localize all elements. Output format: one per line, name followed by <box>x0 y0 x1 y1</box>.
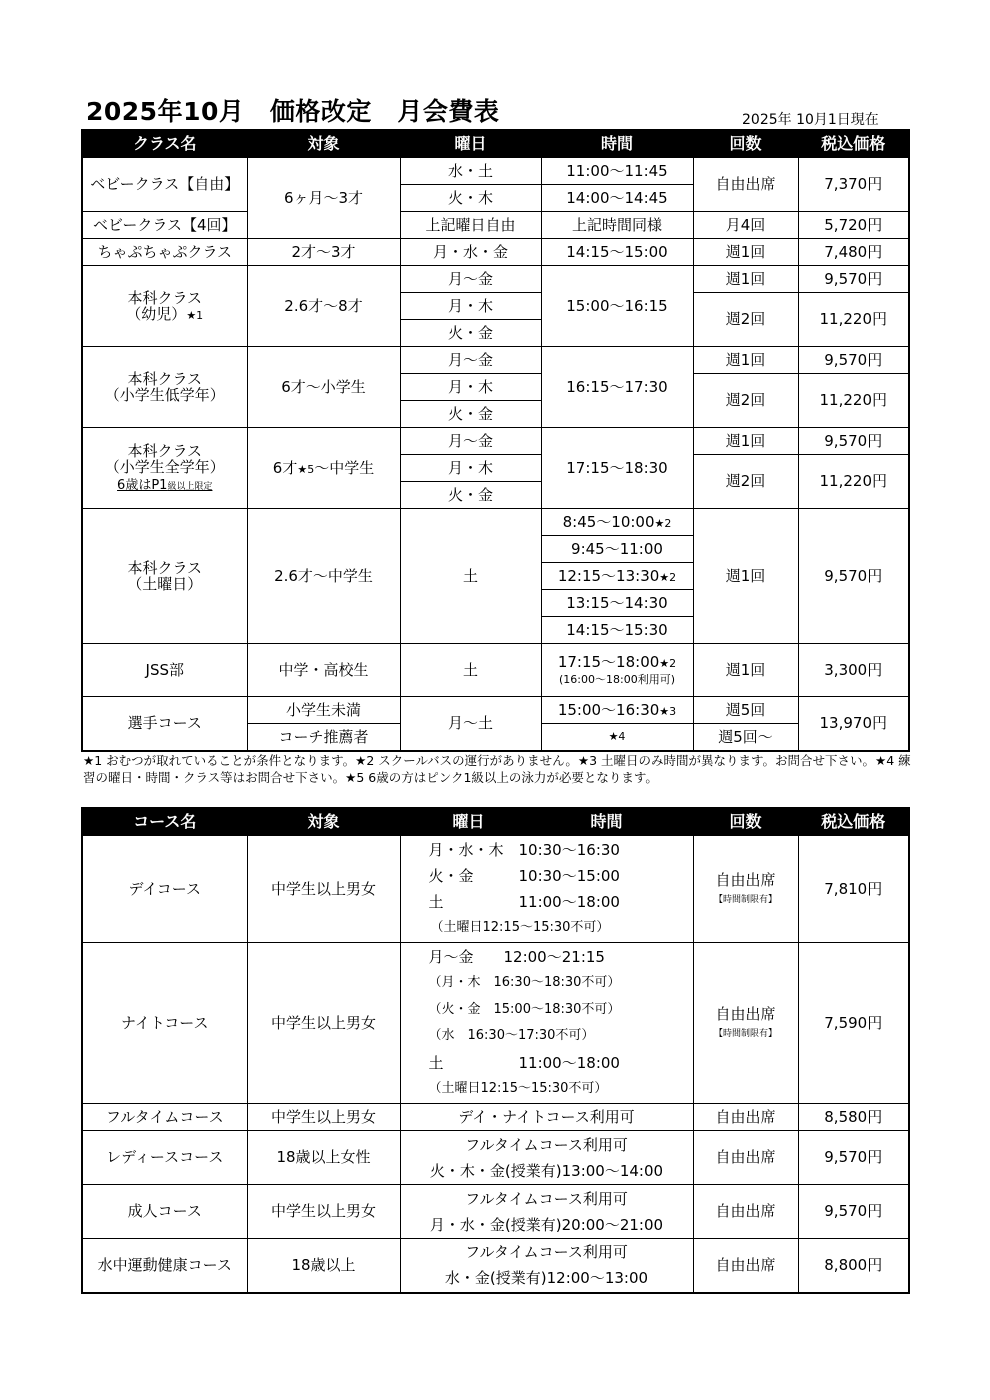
table-row <box>82 644 909 697</box>
table-row <box>82 1131 909 1185</box>
table-row <box>82 212 909 239</box>
price: 7,480円 <box>798 239 909 266</box>
class-name-line: （小学生全学年） <box>104 458 225 477</box>
table-header-row <box>82 808 909 836</box>
target: 2.6才～8才 <box>247 266 400 347</box>
price: 9,570円 <box>798 428 909 455</box>
count: 週1回 <box>693 428 798 455</box>
price: 8,800円 <box>798 1239 909 1293</box>
class-name-line: （小学生低学年） <box>104 386 225 404</box>
day: 月～金 <box>400 428 541 455</box>
target: 6才～小学生 <box>247 347 400 428</box>
count-value: 自由出席 <box>715 871 776 890</box>
count: 週5回 <box>693 697 798 724</box>
day: 土 <box>400 644 541 697</box>
price: 11,220円 <box>798 374 909 428</box>
price: 9,570円 <box>798 1185 909 1239</box>
price: 7,370円 <box>798 158 909 212</box>
target: 中学生以上男女 <box>247 1104 400 1131</box>
time: 16:15～17:30 <box>541 347 693 428</box>
count: 週1回 <box>693 239 798 266</box>
footnote-mark: ★2 <box>654 516 672 530</box>
col-header: 対象 <box>247 130 400 158</box>
schedule-note: （水 16:30～17:30不可） <box>428 1028 595 1043</box>
target: 中学・高校生 <box>247 644 400 697</box>
count: 週1回 <box>693 266 798 293</box>
table-header-row <box>82 130 909 158</box>
class-name-line: （土曜日） <box>127 575 203 593</box>
class-name: ベビークラス【自由】 <box>82 158 247 212</box>
time: 14:15～15:00 <box>541 239 693 266</box>
target: 2.6才～中学生 <box>247 509 400 644</box>
day: 月～金 <box>400 347 541 374</box>
schedule-line: 月・水・木 10:30～16:30 <box>428 841 620 859</box>
course-name: ナイトコース <box>82 943 247 1104</box>
price: 7,810円 <box>798 836 909 943</box>
class-name: 選手コース <box>82 697 247 752</box>
class-name-line: 本科クラス <box>127 288 203 307</box>
table-row <box>82 1239 909 1293</box>
day: 月～土 <box>400 697 541 752</box>
day: 水・土 <box>400 158 541 185</box>
count-value: 自由出席 <box>715 1005 776 1024</box>
day: 月・木 <box>400 374 541 401</box>
count: 週1回 <box>693 347 798 374</box>
course-name: フルタイムコース <box>82 1104 247 1131</box>
schedule-line: 土 11:00～18:00 <box>428 1053 620 1072</box>
schedule-line: フルタイムコース利用可 <box>465 1243 628 1262</box>
time: 13:15～14:30 <box>541 590 693 617</box>
target: コーチ推薦者 <box>247 724 400 752</box>
col-header: 税込価格 <box>798 808 909 836</box>
day: 月・木 <box>400 455 541 482</box>
table-row <box>82 1185 909 1239</box>
class-name: ベビークラス【4回】 <box>82 212 247 239</box>
day: 火・金 <box>400 482 541 509</box>
count: 自由出席 <box>693 158 798 212</box>
time <box>541 563 693 590</box>
schedule <box>400 836 693 943</box>
time-note: (16:00～18:00利用可) <box>559 673 675 686</box>
footnote-mark: ★2 <box>659 570 677 584</box>
class-note <box>117 478 212 493</box>
schedule-note: （月・木 16:30～18:30不可） <box>428 975 621 990</box>
price: 9,570円 <box>798 509 909 644</box>
col-header: 時間 <box>541 130 693 158</box>
day: 月・木 <box>400 293 541 320</box>
count: 自由出席 <box>693 1104 798 1131</box>
target: 中学生以上男女 <box>247 836 400 943</box>
schedule-line: 月～金 12:00～21:15 <box>428 947 605 966</box>
class-note-a: 6歳はP1 <box>117 477 168 493</box>
course-name: レディースコース <box>82 1131 247 1185</box>
count: 週2回 <box>693 374 798 428</box>
as-of-date: 2025年 10月1日現在 <box>742 112 879 128</box>
price: 13,970円 <box>798 697 909 752</box>
time <box>541 644 693 697</box>
schedule <box>400 1185 693 1239</box>
time: 14:15～15:30 <box>541 617 693 644</box>
table-row <box>82 697 909 724</box>
price: 9,570円 <box>798 266 909 293</box>
price: 9,570円 <box>798 1131 909 1185</box>
time: 17:15～18:30 <box>541 428 693 509</box>
target: 2才～3才 <box>247 239 400 266</box>
schedule-line: 火・木・金(授業有)13:00～14:00 <box>429 1161 664 1180</box>
col-header-time: 時間 <box>590 812 623 831</box>
schedule-line: 火・金 10:30～15:00 <box>428 867 620 885</box>
day: 火・木 <box>400 185 541 212</box>
time-value: 15:00～16:30 <box>557 700 660 719</box>
course-name: デイコース <box>82 836 247 943</box>
day: 上記曜日自由 <box>400 212 541 239</box>
count: 週5回～ <box>693 724 798 752</box>
target: 小学生未満 <box>247 697 400 724</box>
count: 週2回 <box>693 455 798 509</box>
table-row <box>82 943 909 1104</box>
count: 週2回 <box>693 293 798 347</box>
price: 5,720円 <box>798 212 909 239</box>
price: 3,300円 <box>798 644 909 697</box>
table-row <box>82 239 909 266</box>
class-fee-table <box>81 129 910 752</box>
time: ★4 <box>541 724 693 752</box>
col-header: 対象 <box>247 808 400 836</box>
col-header: 税込価格 <box>798 130 909 158</box>
course-fee-table <box>81 807 910 1294</box>
day: 火・金 <box>400 401 541 428</box>
col-header <box>400 808 693 836</box>
price: 8,580円 <box>798 1104 909 1131</box>
price: 7,590円 <box>798 943 909 1104</box>
footnote-mark: ★2 <box>659 656 677 670</box>
target: 中学生以上男女 <box>247 943 400 1104</box>
schedule-note: （土曜日12:15～15:30不可） <box>430 920 610 935</box>
table-row <box>82 158 909 185</box>
target-b: ～中学生 <box>314 458 375 477</box>
class-name-line: （幼児） <box>126 305 187 323</box>
footnote-mark: ★3 <box>659 704 677 718</box>
price: 11,220円 <box>798 293 909 347</box>
schedule-note: （土曜日12:15～15:30不可） <box>428 1081 608 1096</box>
count-note: 【時間制限有】 <box>713 1028 777 1039</box>
class-name <box>82 509 247 644</box>
page-title: 2025年10月 価格改定 月会費表 <box>86 97 500 126</box>
class-name <box>82 428 247 509</box>
day: 月～金 <box>400 266 541 293</box>
schedule <box>400 943 693 1104</box>
schedule-line: 土 11:00～18:00 <box>428 893 620 911</box>
footnote-mark: ★5 <box>297 462 315 476</box>
table-row <box>82 428 909 455</box>
course-name: 水中運動健康コース <box>82 1239 247 1293</box>
count: 週1回 <box>693 644 798 697</box>
schedule-line: フルタイムコース利用可 <box>465 1135 628 1154</box>
schedule: デイ・ナイトコース利用可 <box>400 1104 693 1131</box>
price: 11,220円 <box>798 455 909 509</box>
table-row <box>82 509 909 536</box>
count: 月4回 <box>693 212 798 239</box>
day: 火・金 <box>400 320 541 347</box>
target <box>247 428 400 509</box>
col-header: 回数 <box>693 808 798 836</box>
target: 6ヶ月～3才 <box>247 158 400 239</box>
schedule-line: フルタイムコース利用可 <box>465 1189 628 1208</box>
class-name-line: 本科クラス <box>127 558 203 577</box>
schedule <box>400 1239 693 1293</box>
footnote-mark: ★1 <box>186 309 204 322</box>
count <box>693 943 798 1104</box>
schedule-line: 水・金(授業有)12:00～13:00 <box>444 1269 649 1288</box>
time: 11:00～11:45 <box>541 158 693 185</box>
class-name <box>82 266 247 347</box>
count: 自由出席 <box>693 1239 798 1293</box>
table-row <box>82 266 909 293</box>
price: 9,570円 <box>798 347 909 374</box>
target: 中学生以上男女 <box>247 1185 400 1239</box>
count-note: 【時間制限有】 <box>713 894 777 905</box>
count: 自由出席 <box>693 1131 798 1185</box>
time: 上記時間同様 <box>541 212 693 239</box>
col-header-day: 曜日 <box>452 812 485 831</box>
schedule-line: 月・水・金(授業有)20:00～21:00 <box>429 1215 664 1234</box>
table-row <box>82 347 909 374</box>
table-row <box>82 836 909 943</box>
count: 自由出席 <box>693 1185 798 1239</box>
time-value: 12:15～13:30 <box>557 566 660 585</box>
col-header: 曜日 <box>400 130 541 158</box>
course-name: 成人コース <box>82 1185 247 1239</box>
table-row <box>82 1104 909 1131</box>
day: 土 <box>400 509 541 644</box>
col-header: クラス名 <box>82 130 247 158</box>
time: 15:00～16:15 <box>541 266 693 347</box>
time <box>541 509 693 536</box>
col-header: コース名 <box>82 808 247 836</box>
time-value: 8:45～10:00 <box>562 512 655 531</box>
target: 18歳以上 <box>247 1239 400 1293</box>
footnotes: ★1 おむつが取れていることが条件となります。★2 スクールバスの運行がありません。★3 土曜日のみ時間が異なります。お問合せ下さい。★4 練習の曜日・時間・クラス等はお問合せ下さい。★5 6歳の方はピンク1級以上の泳力が必要となります。 <box>83 753 911 785</box>
schedule-note: （火・金 15:00～18:30不可） <box>428 1001 621 1017</box>
class-name: JSS部 <box>82 644 247 697</box>
count: 週1回 <box>693 509 798 644</box>
time-value: 17:15～18:00 <box>557 652 660 671</box>
target: 18歳以上女性 <box>247 1131 400 1185</box>
schedule <box>400 1131 693 1185</box>
class-name <box>82 347 247 428</box>
class-name-line: 本科クラス <box>127 369 203 388</box>
class-note-b: 級以上限定 <box>167 481 213 492</box>
time <box>541 697 693 724</box>
class-name-line: 本科クラス <box>127 441 203 460</box>
time: 9:45～11:00 <box>541 536 693 563</box>
time: 14:00～14:45 <box>541 185 693 212</box>
col-header: 回数 <box>693 130 798 158</box>
class-name: ちゃぷちゃぷクラス <box>82 239 247 266</box>
day: 月・水・金 <box>400 239 541 266</box>
target-a: 6才 <box>272 458 298 477</box>
count <box>693 836 798 943</box>
